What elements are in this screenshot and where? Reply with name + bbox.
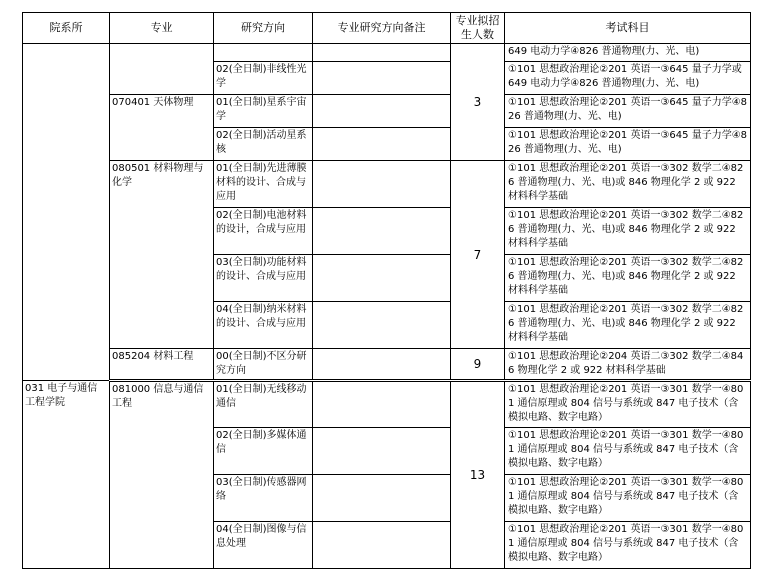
note-cell: [313, 95, 451, 128]
college-cell: 031 电子与通信工程学院: [23, 381, 110, 569]
header-direction: 研究方向: [214, 13, 313, 44]
note-cell: [313, 522, 451, 569]
major-cell: 080501 材料物理与化学: [110, 161, 214, 349]
exam-cell: ①101 思想政治理论②201 英语一③302 数学二④826 普通物理(力、光、电)或 846 物理化学 2 或 922 材料科学基础: [505, 302, 751, 349]
header-college: 院系所: [23, 13, 110, 44]
admissions-table: [22, 12, 751, 569]
note-cell: [313, 428, 451, 475]
exam-cell: ①101 思想政治理论②204 英语二③302 数学二④846 物理化学 2 或 922 材料科学基础: [505, 349, 751, 381]
table-row: [23, 161, 751, 208]
table-row: [23, 349, 751, 381]
exam-cell: ①101 思想政治理论②201 英语一③645 量子力学或 649 电动力学④826 普通物理(力、光、电): [505, 62, 751, 95]
note-cell: [313, 302, 451, 349]
header-exam: 考试科目: [505, 13, 751, 44]
college-cell: [23, 44, 110, 381]
direction-cell: 01(全日制)星系宇宙学: [214, 95, 313, 128]
note-cell: [313, 381, 451, 428]
note-cell: [313, 128, 451, 161]
exam-cell: ①101 思想政治理论②201 英语一③301 数学一④801 通信原理或 804 信号与系统或 847 电子技术（含模拟电路、数字电路）: [505, 381, 751, 428]
direction-cell: 00(全日制)不区分研究方向: [214, 349, 313, 381]
header-note: 专业研究方向备注: [313, 13, 451, 44]
direction-cell: 04(全日制)图像与信息处理: [214, 522, 313, 569]
major-cell: 070401 天体物理: [110, 95, 214, 161]
major-cell: [110, 44, 214, 95]
direction-cell: 01(全日制)先进薄膜材料的设计、合成与应用: [214, 161, 313, 208]
table-row: [23, 381, 751, 428]
direction-cell: 02(全日制)非线性光学: [214, 62, 313, 95]
note-cell: [313, 161, 451, 208]
note-cell: [313, 62, 451, 95]
direction-cell: 04(全日制)纳米材料的设计、合成与应用: [214, 302, 313, 349]
direction-cell: 02(全日制)多媒体通信: [214, 428, 313, 475]
exam-cell: ①101 思想政治理论②201 英语一③645 量子力学④826 普通物理(力、光、电): [505, 95, 751, 128]
major-cell: 085204 材料工程: [110, 349, 214, 381]
header-row: [23, 13, 751, 44]
table-row: [23, 44, 751, 62]
note-cell: [313, 208, 451, 255]
note-cell: [313, 475, 451, 522]
exam-cell: 649 电动力学④826 普通物理(力、光、电): [505, 44, 751, 62]
direction-cell: [214, 44, 313, 62]
direction-cell: 02(全日制)活动星系核: [214, 128, 313, 161]
exam-cell: ①101 思想政治理论②201 英语一③301 数学一④801 通信原理或 804 信号与系统或 847 电子技术（含模拟电路、数字电路）: [505, 522, 751, 569]
quota-cell: 13: [451, 381, 505, 569]
quota-cell: 7: [451, 161, 505, 349]
exam-cell: ①101 思想政治理论②201 英语一③302 数学二④826 普通物理(力、光、电)或 846 物理化学 2 或 922 材料科学基础: [505, 255, 751, 302]
exam-cell: ①101 思想政治理论②201 英语一③301 数学一④801 通信原理或 804 信号与系统或 847 电子技术（含模拟电路、数字电路）: [505, 475, 751, 522]
exam-cell: ①101 思想政治理论②201 英语一③302 数学二④826 普通物理(力、光、电)或 846 物理化学 2 或 922 材料科学基础: [505, 208, 751, 255]
note-cell: [313, 44, 451, 62]
direction-cell: 02(全日制)电池材料的设计，合成与应用: [214, 208, 313, 255]
quota-cell: 9: [451, 349, 505, 381]
direction-cell: 03(全日制)传感器网络: [214, 475, 313, 522]
direction-cell: 03(全日制)功能材料的设计、合成与应用: [214, 255, 313, 302]
header-quota: 专业拟招生人数: [451, 13, 505, 44]
exam-cell: ①101 思想政治理论②201 英语一③302 数学二④826 普通物理(力、光、电)或 846 物理化学 2 或 922 材料科学基础: [505, 161, 751, 208]
direction-cell: 01(全日制)无线移动通信: [214, 381, 313, 428]
note-cell: [313, 255, 451, 302]
exam-cell: ①101 思想政治理论②201 英语一③301 数学一④801 通信原理或 804 信号与系统或 847 电子技术（含模拟电路、数字电路）: [505, 428, 751, 475]
admissions-table-container: [22, 12, 751, 569]
table-row: [23, 95, 751, 128]
note-cell: [313, 349, 451, 381]
exam-cell: ①101 思想政治理论②201 英语一③645 量子力学④826 普通物理(力、光、电): [505, 128, 751, 161]
major-cell: 081000 信息与通信工程: [110, 381, 214, 569]
quota-cell: 3: [451, 44, 505, 161]
header-major: 专业: [110, 13, 214, 44]
